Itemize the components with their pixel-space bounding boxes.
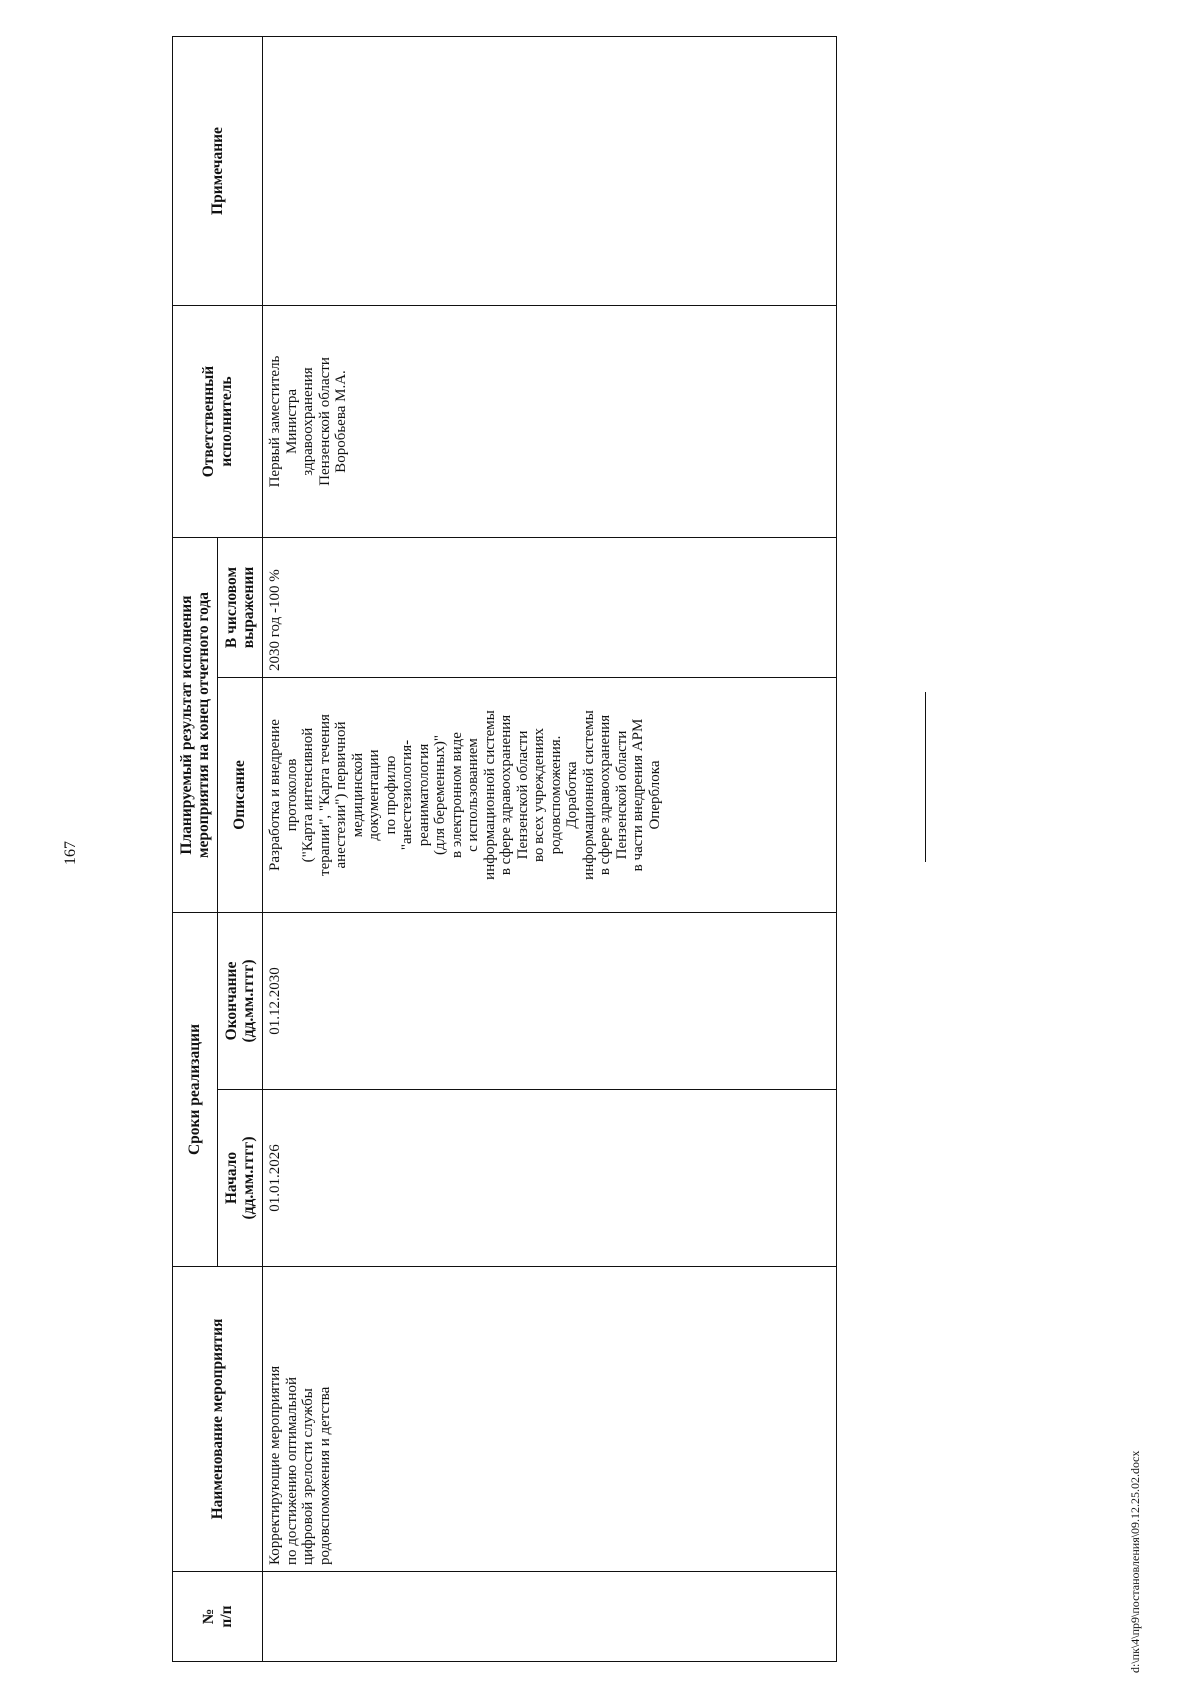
row-note	[263, 37, 271, 305]
row-end-cell	[263, 913, 837, 1090]
header-responsible: Ответственный исполнитель	[173, 306, 263, 538]
header-description: Описание	[218, 678, 263, 913]
row-num-cell	[263, 1572, 837, 1662]
header-num: № п/п	[173, 1572, 263, 1662]
separator-line	[925, 692, 926, 862]
row-num	[263, 1572, 271, 1661]
page-number: 167	[62, 841, 79, 865]
row-numeric-cell	[263, 538, 837, 678]
row-start: 01.01.2026	[267, 1144, 283, 1212]
row-numeric: 2030 год -100 %	[267, 569, 283, 671]
row-start-cell	[263, 1090, 837, 1267]
row-end: 01.12.2030	[267, 967, 283, 1035]
header-numeric: В числовом выражении	[218, 538, 263, 678]
row-name-cell	[263, 1267, 837, 1572]
header-note: Примечание	[173, 37, 263, 306]
row-responsible: Первый заместитель Министра здравоохранения Пензенской области Воробьева М.А.	[267, 355, 349, 488]
header-end: Окончание (дд.мм.гггг)	[218, 913, 263, 1090]
row-description-cell	[263, 678, 837, 913]
row-name: Корректирующие мероприятия по достижению оптимальной цифровой зрелости службы родовспоможения и детства	[267, 1365, 333, 1565]
row-responsible-cell	[263, 306, 837, 538]
plan-table	[172, 36, 837, 1662]
header-period: Сроки реализации	[173, 913, 218, 1267]
header-planned: Планируемый результат исполнения мероприятия на конец отчетного года	[173, 538, 218, 913]
row-description: Разработка и внедрение протоколов ("Карта интенсивной терапии", "Карта течения анестезии") первичной медицинской документации по профилю "анестезиология- реаниматология (для беременных)" в электронном виде с использованием информационной системы в сфере здравоохранения Пензенской области во всех учреждениях родовспоможения. Доработка информационной системы в сфере здравоохранения Пензенской области в части внедрения АРМ Оперблока	[267, 710, 663, 880]
table-row	[263, 37, 837, 1662]
header-name: Наименование мероприятия	[173, 1267, 263, 1572]
header-start: Начало (дд.мм.гггг)	[218, 1090, 263, 1267]
footer-file-path: d:\пк\4\пр9\постановления\09.12.25.02.docx	[1128, 1450, 1142, 1673]
row-note-cell	[263, 37, 837, 306]
